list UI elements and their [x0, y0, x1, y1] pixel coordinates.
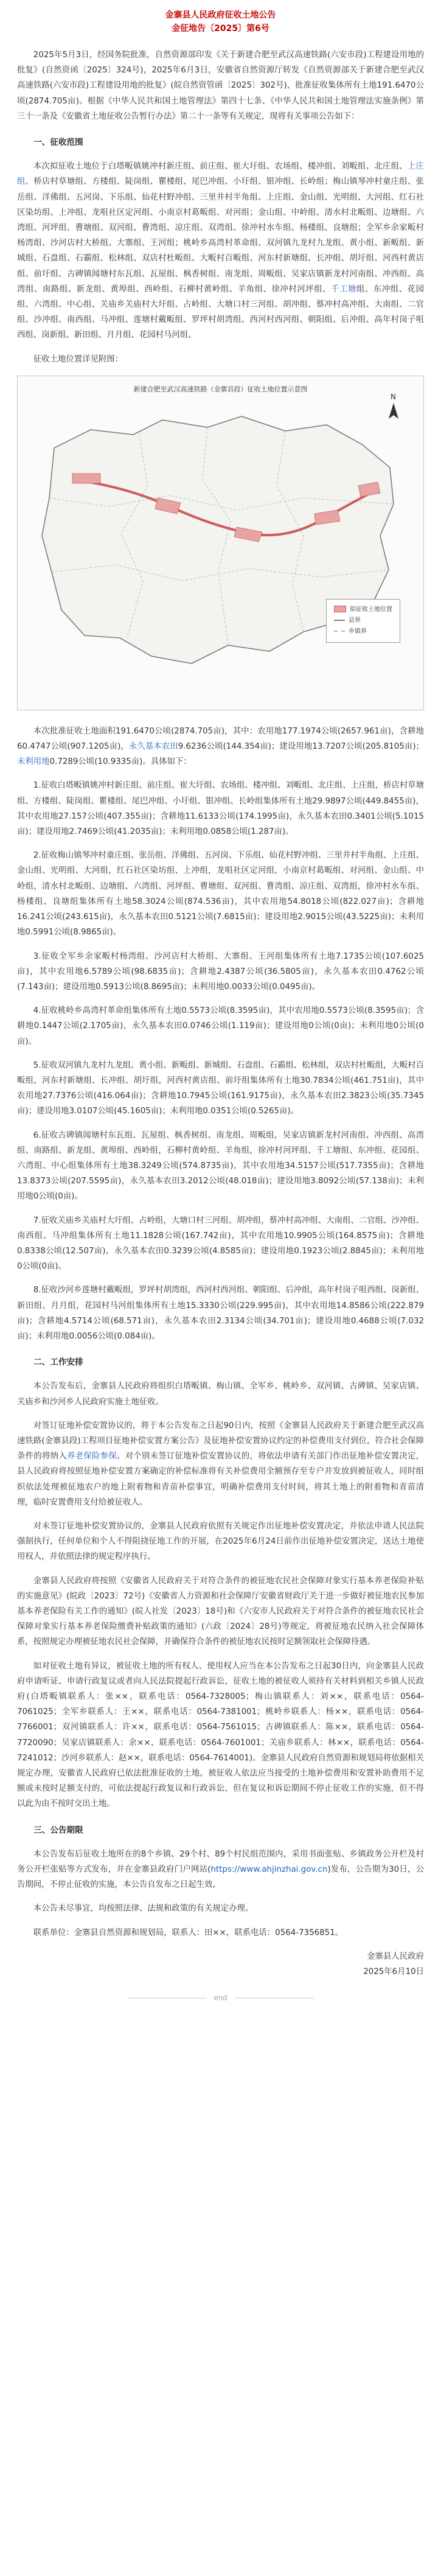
work-paragraph	[17, 1418, 424, 1510]
period-paragraph	[17, 1847, 424, 1893]
legend-item-area	[334, 604, 392, 615]
legend-label-township: 乡镇界	[349, 628, 367, 635]
scope-text-c: 组、东冲组、花园组、六湾组、中心组、关庙乡关庙村大圩组、占岭组、大塘口村三河组、胡冲组、蔡冲村高冲组、大南组、二官组、沙冲组、南西组、马冲组、莲塘村戴畈组、罗坪村胡湾组、西河村西河组、朝阳组、后冲组、高年村岗子咀西组、岗新组、新田组、月月组、花园村马河组、	[17, 284, 425, 340]
location-map	[17, 376, 424, 710]
work-text-a: 对签订征地补偿安置协议的，将于本公告发布之日起90日内，按照《金寨县人民政府关于新建合肥至武汉高速铁路(金寨县段)工程项目征地补偿安置方案公告》及征地补偿安置协议约定的补偿费用支付到位，符合社会保障条件的将纳入	[17, 1421, 424, 1461]
area-item: 5.征收双河镇九龙村九龙组、黄小组、新畈组、新城组、石盘组、石霸组、松林组，双店村杜畈组，大畈村百畈组，河东村新塘组、长冲组、胡圩组，河西村黄店组、前圩组集体所有土地30.7834公顷(461.751亩)，其中农用地27.7376公顷(416.064亩)；含耕地10.7945公顷(161.9175亩)，永久基本农田2.3823公顷(35.7345亩)；建设用地3.0107公顷(45.1605亩)；未利用地0.0351公顷(0.5265亩)。	[17, 1060, 424, 1116]
signer: 金寨县人民政府	[367, 1951, 424, 1961]
qiangongtang-link[interactable]: 千工塘	[331, 284, 356, 294]
notice-title: 金寨县人民政府征收土地公告	[165, 10, 276, 20]
svg-text:N: N	[391, 392, 396, 401]
scope-paragraph	[17, 159, 424, 343]
legend-item-township	[334, 626, 392, 637]
work-paragraph: 如对征收土地有异议，被征收土地的所有权人、使用权人应当在本公告发布之日起30日内，向金寨县人民政府申请听证、申请行政复议或者向人民法院提起行政诉讼，征收土地的被征收人须持有关材料到相关乡镇人民政府(白塔畈镇联系人：张××，联系电话：0564-7328005；梅山镇联系人：刘××，联系电话：0564-7061025；全军乡联系人：王××，联系电话：0564-7381001；桃岭乡联系人：杨××，联系电话：0564-7766001；双河镇联系人：许××，联系电话：0564-7561015；古碑镇联系人：陈××，联系电话：0564-7720090；吴家店镇联系人：余××，联系电话：0564-7601001；关庙乡联系人：林××，联系电话：0564-7241012；沙河乡联系人：赵××，联系电话：0564-7614001)。金寨县人民政府自然资源和规划局将依据相关规定办理，安徽省人民政府已依法批准征收的土地，被征收人依法应当接受的土地补偿费用和安置补助费用不足额或未按时足额支付的，可依法提起行政复议和行政诉讼，但在复议和诉讼期间不停止征收工作的实施，但不得以此为由不按时交出土地。	[17, 1661, 424, 1809]
map-drawing	[18, 376, 424, 710]
scope-text-a: 本次拟征收土地位于白塔畈镇姚冲村新庄组、前庄组、崔大圩组、农场组、楼冲组、刘畈组、北庄组、	[33, 162, 408, 172]
work-paragraph: 金寨县人民政府将按照《安徽省人民政府关于对符合条件的被征地农民社会保障对象实行基本养老保险补贴的实施意见》(皖政〔2023〕72号)《安徽省人力资源和社会保障厅安徽省财政厅关于进一步做好被征地农民参加基本养老保险有关工作的通知》(皖人社发〔2023〕18号)和《六安市人民政府关于对符合条件的被征地农民社会保障对象实行基本养老保险缴费补贴政策的通知》(六政〔2024〕28号)等规定，将被征地农民纳入社会保障体系，按照规定办理被征地农民社会保障，并确保符合条件的被征地农民按时足额领取社会保障待遇。	[17, 1576, 424, 1647]
period-text-b: )发布，公告期为30日，公告期间，不停止征收的实施，本公告自发布之日起生效。	[17, 1865, 424, 1890]
map-caption: 征收土地位置详见附图：	[33, 354, 123, 364]
legend-label-county: 县界	[349, 617, 361, 624]
section-heading-period: 三、公告期限	[33, 1825, 83, 1835]
pension-insurance-link[interactable]: 养老保险参保	[66, 1452, 117, 1461]
work-paragraph: 本公告发布后，金寨县人民政府将组织白塔畈镇、梅山镇、全军乡、桃岭乡、双河镇、古碑镇、吴家店镇、关庙乡和沙河乡人民政府实施土地征收。	[17, 1382, 424, 1407]
unused-land-link[interactable]: 未利用地	[17, 757, 50, 767]
area-summary	[17, 724, 424, 770]
area-item: 3.征收全军乡余家畈村杨湾组、沙河店村大桥组、大寨组、王河组集体所有土地7.1735公顷(107.6025亩)，其中农用地6.5789公顷(98.6835亩)；含耕地2.4387公顷(36.5805亩)，永久基本农田0.4762公顷(7.143亩)；建设用地0.5913公顷(8.8695亩)；未利用地0.0033公顷(0.0495亩)。	[17, 951, 424, 992]
map-title: 新建合肥至武汉高速铁路（金寨县段）征收土地位置示意图	[133, 385, 308, 393]
period-text-a: 本公告发布后征收土地所在的8个乡镇、29个村、89个村民组范围内，采用书面张贴、乡镇政务公开栏及村务公开栏张贴等方式发布，并在金寨县政府门户网站(	[17, 1849, 424, 1875]
compass-icon	[389, 393, 398, 419]
contact-paragraph: 联系单位：金寨县自然资源和规划局，联系人：田××，联系电话：0564-7356851。	[33, 1928, 344, 1937]
government-website-link[interactable]: https://www.ahjinzhai.gov.cn	[210, 1865, 328, 1875]
end-marker	[17, 1990, 424, 2006]
section-heading-work: 二、工作安排	[33, 1357, 83, 1368]
legend-swatch-area	[334, 606, 346, 612]
area-item: 7.征收关庙乡关庙村大圩组、占岭组，大塘口村三河组、胡冲组，蔡冲村高冲组、大南组、二官组、沙冲组、南西组、马冲组集体所有土地11.1828公顷(167.742亩)，其中农用地10.9905公顷(164.8575亩)；含耕地0.8338公顷(12.507亩)，永久基本农田0.3239公顷(4.8585亩)；建设用地0.1923公顷(2.8845亩)；未利用地0公顷(0亩)。	[17, 1216, 424, 1272]
doc-number: 金征地告〔2025〕第6号	[172, 24, 269, 33]
area-item: 4.征收桃岭乡高湾村革命组集体所有土地0.5573公顷(8.3595亩)，其中农用地0.5573公顷(8.3595亩)；含耕地0.1447公顷(2.1705亩)，永久基本农田0.0746公顷(1.119亩)；建设用地0公顷(0亩)；未利用地0公顷(0亩)。	[17, 1006, 424, 1046]
intro-paragraph: 2025年5月3日，经国务院批准，自然资源部印发《关于新建合肥至武汉高速铁路(六安市段)工程建设用地的批复》(自然资函〔2025〕324号)，2025年6月3日，安徽省自然资源厅转发《自然资源部关于新建合肥至武汉高速铁路(六安市段)工程建设用地的批复》(皖自然资管函〔2025〕302号)，批准征收集体所有土地191.6470公顷(2874.705亩)。根据《中华人民共和国土地管理法》第四十七条、《中华人民共和国土地管理法实施条例》第三十一条及《安徽省土地征收公告暂行办法》第二十一条等有关规定，现将有关事项公告如下：	[17, 51, 424, 121]
area-item: 8.征收沙河乡莲塘村戴畈组，罗坪村胡湾组，西河村西河组、朝阳组、后冲组，高年村岗子咀西组、岗新组、新田组、月月组，花园村马河组集体所有土地15.3330公顷(229.995亩)，其中农用地14.8586公顷(222.879亩)；含耕地4.5714公顷(68.571亩)，永久基本农田2.3134公顷(34.701亩)；建设用地0.4688公顷(7.032亩)；未利用地0.0056公顷(0.084亩)。	[17, 1286, 424, 1341]
legend-label-area: 拟征收土地位置	[350, 606, 392, 613]
area-summary-a: 本次批准征收土地面积191.6470公顷(2874.705亩)，其中：农用地177.1974公顷(2657.961亩)，含耕地60.4747公顷(907.1205亩)，	[17, 726, 424, 752]
area-item: 2.征收梅山镇琴冲村童庄组、张岳组、洋佛组、五河岗、下乐组、仙花村野冲组、三里井村半角组、上庄组、金山组、光明组、大河组，红石社区染坊组、上冲组，龙咀社区定河组，小南京村葛畈组、对河组、金山组、中岭组，清水村北畈组、边塘组、六湾组、河坪组、曹塘组、双河组、曹湾组、凉庄组、双湾组，徐冲村水车组、杨楼组、良塘组集体所有土地58.3024公顷(874.536亩)，其中农用地54.8018公顷(822.027亩)；含耕地16.241公顷(243.615亩)，永久基本农田0.5121公顷(7.6815亩)；建设用地2.9015公顷(43.5225亩)；未利用地0.5991公顷(8.9865亩)。	[17, 851, 424, 937]
end-label: end	[214, 1993, 227, 2003]
sign-date: 2025年6月10日	[363, 1967, 424, 1977]
area-item: 6.征收古碑镇闻塘村东瓦组、瓦屋组、枫香树组、南龙组、周畈组，吴家店镇新龙村河南组、冲西组、高湾组、南路组、新龙组、黄埠组、西岭组，石柳村黄岭组、羊角组，徐冲村河坪组、千工塘组、东冲组、花园组、六湾组、中心组集体所有土地38.3249公顷(574.8735亩)，其中农用地34.5157公顷(517.7355亩)；含耕地13.8373公顷(207.5595亩)，永久基本农田3.2012公顷(48.018亩)；建设用地3.8092公顷(57.138亩)；未利用地0公顷(0亩)。	[17, 1130, 424, 1202]
legend-item-county	[334, 615, 392, 626]
scope-text-b: 、桥店村草塘组、方楼组、陡岗组、瞿楼组、尾巴冲组、小圩组、银冲组、长岭组；梅山镇琴冲村童庄组、张岳组、洋佛组、五河岗、下乐组、仙花村野冲组、三里井村半角组、上庄组、金山组、光明组、大河组、红石社区染坊组、上冲组、龙咀社区定河组、小南京村葛畈组、对河组；金山组、中岭组、清水村北畈组、边塘组、六湾组、河坪组、曹塘组、双河组、曹湾组、凉庄组、双湾组、徐冲村水车组、杨楼组、良塘组；全军乡余家畈村杨湾组、沙河店村大桥组、大寨组、王河组；桃岭乡高湾村革命组、双河镇九龙村九龙组、黄小组、新畈组、新城组、石盘组、石霸组、松林组、双店村杜畈组、大畈村百畈组、河东村新塘组、长冲组、胡圩组、河西村黄店组、前圩组、古碑镇闻塘村东瓦组、瓦屋组、枫香树组、南龙组、周畈组、吴家店镇新龙村河南组、冲西组、高湾组、南路组、新龙组、黄埠组、西岭组、石柳村黄岭组、羊角组、徐冲村河坪组、	[17, 177, 425, 294]
period-paragraph: 本公告未尽事宜，均按照法律、法规和政策的有关规定办理。	[33, 1904, 254, 1914]
expropriation-area	[72, 474, 100, 483]
area-summary-c: 0.7289公顷(10.9335亩)。具体如下：	[49, 757, 192, 767]
map-legend	[326, 599, 400, 643]
area-item: 1.征收白塔畈镇姚冲村新庄组、前庄组、崔大圩组、农场组、楼冲组、刘畈组、北庄组、上庄组，桥店村草塘组、方楼组、陡岗组、瞿楼组、尾巴冲组、小圩组、银冲组、长岭组集体所有土地29.9897公顷(449.8455亩)，其中农用地27.157公顷(407.355亩)；含耕地11.6133公顷(174.1995亩)，永久基本农田0.3401公顷(5.1015亩)；建设用地2.7469公顷(41.2035亩)；未利用地0.0858公顷(1.287亩)。	[17, 781, 424, 837]
work-paragraph: 对未签订征地补偿安置协议的，金寨县人民政府依照有关规定作出征地补偿安置决定，并依法申请人民法院强制执行，任何单位和个人不得阻挠征地工作的开展，在2025年6月24日前作出征地补偿安置决定，送达土地使用权人，并依照法律的规定程序执行。	[17, 1522, 424, 1562]
area-summary-b: 9.6236公顷(144.354亩)；建设用地13.7207公顷(205.8105亩)；	[178, 742, 425, 752]
section-heading-scope: 一、征收范围	[33, 138, 83, 148]
shangzhuang-link[interactable]: 上庄组	[17, 162, 424, 187]
legend-swatch-township	[334, 631, 345, 632]
permanent-farmland-link[interactable]: 永久基本农田	[128, 742, 178, 752]
work-text-b: 。对个别未签订征地补偿安置协议的，将依法申请有关部门作出征地补偿安置决定，县人民政府将按照征地补偿安置方案确定的补偿标准将有关补偿费用全额预存至专户并发放到被征收人，同时组织依法处理被征地农户的地上附着物和青苗补偿事宜，明确补偿费用支付时间，将其土地上的附着物和青苗清理，临时安置费用支付给被征收人。	[17, 1452, 425, 1507]
legend-swatch-county	[334, 620, 345, 621]
